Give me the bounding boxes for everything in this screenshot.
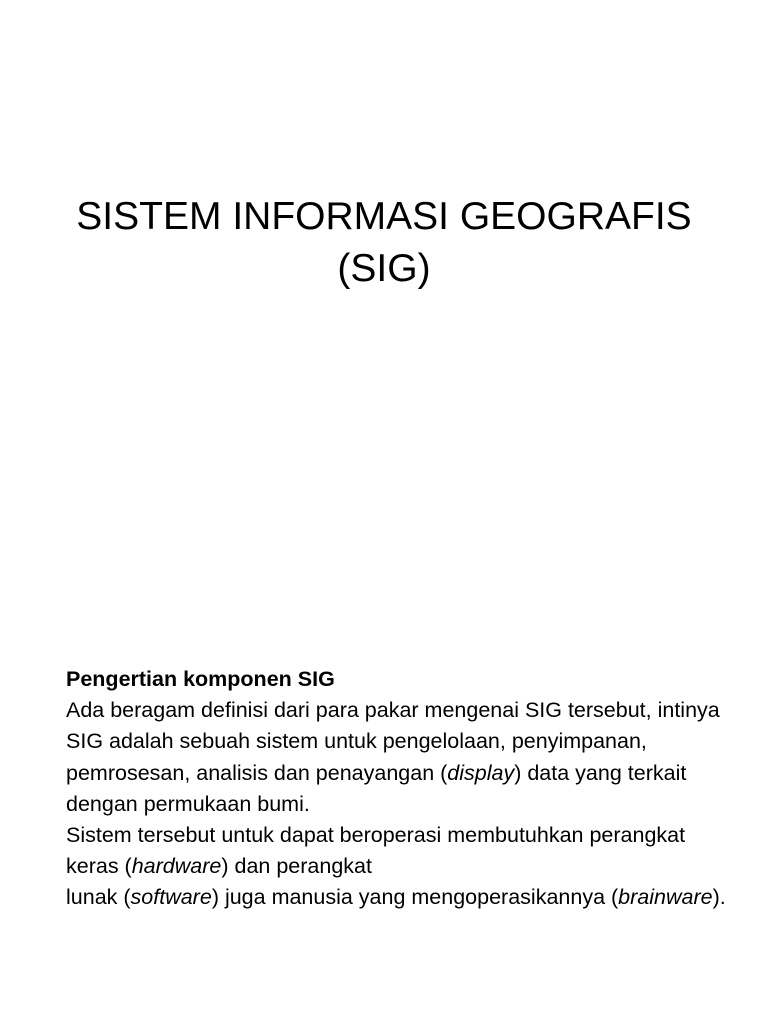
requirements-paragraph	[66, 820, 726, 914]
slide-title	[0, 191, 768, 295]
requirements-text-mid-2: lunak (	[66, 885, 131, 910]
section-heading: Pengertian komponen SIG	[66, 667, 335, 691]
requirements-text-mid-1: ) dan perangkat	[221, 854, 372, 879]
definition-paragraph	[66, 695, 726, 820]
slide-title-line-1: SISTEM INFORMASI GEOGRAFIS	[76, 195, 692, 238]
requirements-text-mid-3: ) juga manusia yang mengoperasikannya (	[211, 885, 619, 910]
requirements-text-start: Sistem tersebut untuk dapat beroperasi membutuhkan perangkat keras (	[66, 823, 686, 879]
term-display: display	[447, 760, 515, 785]
term-hardware: hardware	[131, 854, 222, 879]
definition-text-start: Ada beragam definisi dari para pakar mengenai SIG tersebut, intinya SIG adalah sebuah sistem untuk pengelolaan, penyimpanan, pemrosesan, analisis dan penayangan (	[66, 698, 720, 785]
content-block	[66, 664, 726, 914]
term-software: software	[130, 885, 212, 910]
term-brainware: brainware	[618, 885, 713, 910]
slide-title-line-2: (SIG)	[337, 247, 431, 290]
requirements-text-end: ).	[712, 885, 726, 910]
definition-text-end: ) data yang terkait dengan permukaan bumi.	[66, 760, 687, 816]
